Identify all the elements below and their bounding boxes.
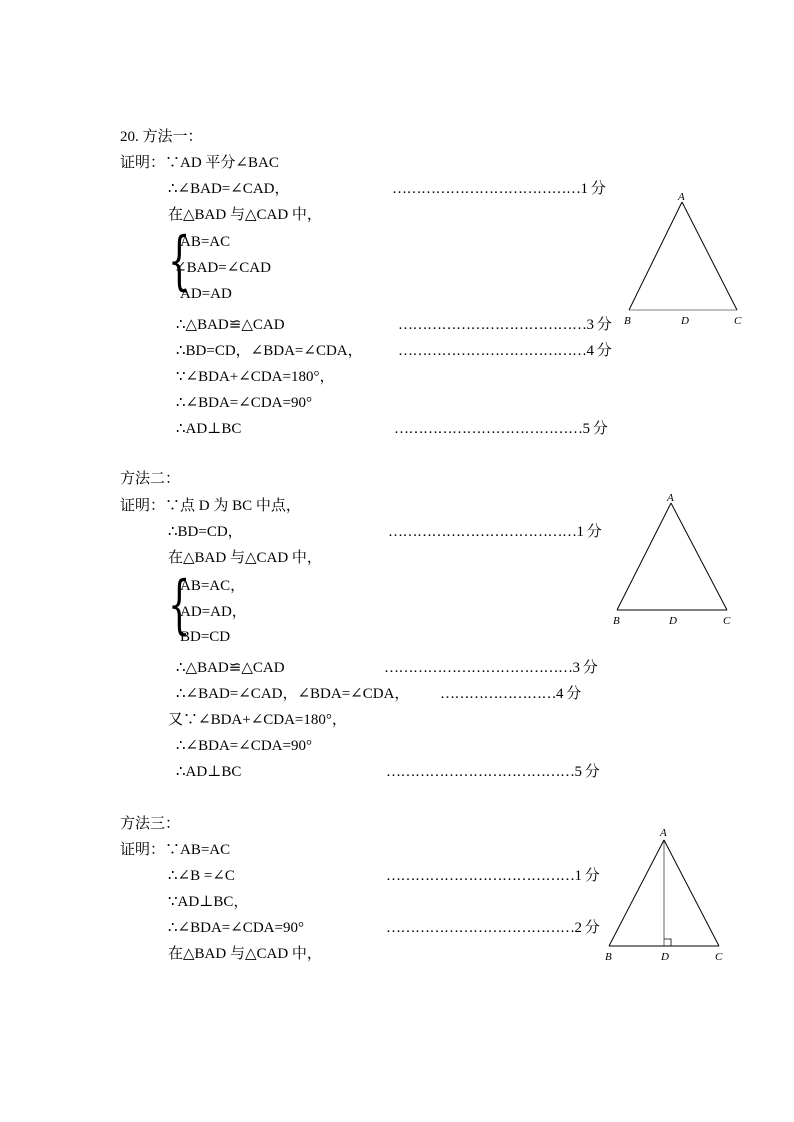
vertex-label-d: D xyxy=(661,951,669,963)
method1-step: ∴△BAD≌△CAD xyxy=(176,317,285,333)
method3-step: ∵AD⊥BC， xyxy=(168,894,249,910)
method2-step: ∴△BAD≌△CAD xyxy=(176,660,285,676)
method1-step: ∴AD⊥BC xyxy=(176,421,242,437)
method1-brace: { xyxy=(168,224,191,298)
vertex-label-a: A xyxy=(660,827,667,839)
vertex-label-b: B xyxy=(624,315,631,327)
vertex-label-a: A xyxy=(667,492,674,504)
method1-condition: AD=AD xyxy=(180,286,232,302)
vertex-label-c: C xyxy=(734,315,742,327)
method1-proof-start: 证明：∵AD 平分∠BAC xyxy=(120,155,279,171)
method2-score-3: …………………………………3 分 xyxy=(384,660,598,676)
method1-score-4: …………………………………4 分 xyxy=(398,343,612,359)
vertex-label-a: A xyxy=(678,191,685,203)
method2-step: ∴AD⊥BC xyxy=(176,764,242,780)
method1-step: ∵∠BDA+∠CDA=180°， xyxy=(176,369,335,385)
method2-triangle-figure xyxy=(608,490,738,630)
method3-step: 在△BAD 与△CAD 中， xyxy=(168,946,322,962)
method2-condition: AD=AD， xyxy=(180,604,247,620)
method2-condition: AB=AC， xyxy=(180,578,246,594)
method3-title: 方法三： xyxy=(120,816,181,832)
method1-condition: AB=AC xyxy=(180,234,231,250)
method1-step: 在△BAD 与△CAD 中， xyxy=(168,207,322,223)
method1-score-3: …………………………………3 分 xyxy=(398,317,612,333)
method1-step: ∴BD=CD，∠BDA=∠CDA， xyxy=(176,343,363,359)
method2-step: 又∵∠BDA+∠CDA=180°， xyxy=(168,712,347,728)
method1-step: ∴∠BDA=∠CDA=90° xyxy=(176,395,312,411)
method3-triangle-figure xyxy=(602,826,732,966)
method3-step: ∴∠B =∠C xyxy=(168,868,235,884)
right-angle-mark xyxy=(664,939,671,946)
method1-condition: ∠BAD=∠CAD xyxy=(174,260,271,276)
method2-score-1: …………………………………1 分 xyxy=(388,524,602,540)
method3-score-2: …………………………………2 分 xyxy=(386,920,600,936)
vertex-label-c: C xyxy=(723,615,731,627)
vertex-label-d: D xyxy=(669,615,677,627)
method2-score-4: ……………………4 分 xyxy=(440,686,581,702)
method2-step: ∴BD=CD， xyxy=(168,524,243,540)
method3-proof-start: 证明：∵AB=AC xyxy=(120,842,231,858)
method2-title: 方法二： xyxy=(120,471,181,487)
method2-brace: { xyxy=(168,568,191,642)
vertex-label-b: B xyxy=(605,951,612,963)
method2-step: ∴∠BAD=∠CAD，∠BDA=∠CDA， xyxy=(176,686,410,702)
vertex-label-b: B xyxy=(613,615,620,627)
method2-proof-start: 证明：∵点 D 为 BC 中点， xyxy=(120,498,301,514)
method3-step: ∴∠BDA=∠CDA=90° xyxy=(168,920,304,936)
method1-step: ∴∠BAD=∠CAD， xyxy=(168,181,290,197)
vertex-label-d: D xyxy=(681,315,689,327)
method1-title: 20. 方法一： xyxy=(120,129,203,145)
method1-triangle-figure xyxy=(620,190,750,330)
method2-score-5: …………………………………5 分 xyxy=(386,764,600,780)
vertex-label-c: C xyxy=(715,951,723,963)
method2-step: 在△BAD 与△CAD 中， xyxy=(168,550,322,566)
method3-score-1: …………………………………1 分 xyxy=(386,868,600,884)
method1-score-1: …………………………………1 分 xyxy=(392,181,606,197)
method2-step: ∴∠BDA=∠CDA=90° xyxy=(176,738,312,754)
method2-condition: BD=CD xyxy=(180,629,231,645)
method1-score-5: …………………………………5 分 xyxy=(394,421,608,437)
